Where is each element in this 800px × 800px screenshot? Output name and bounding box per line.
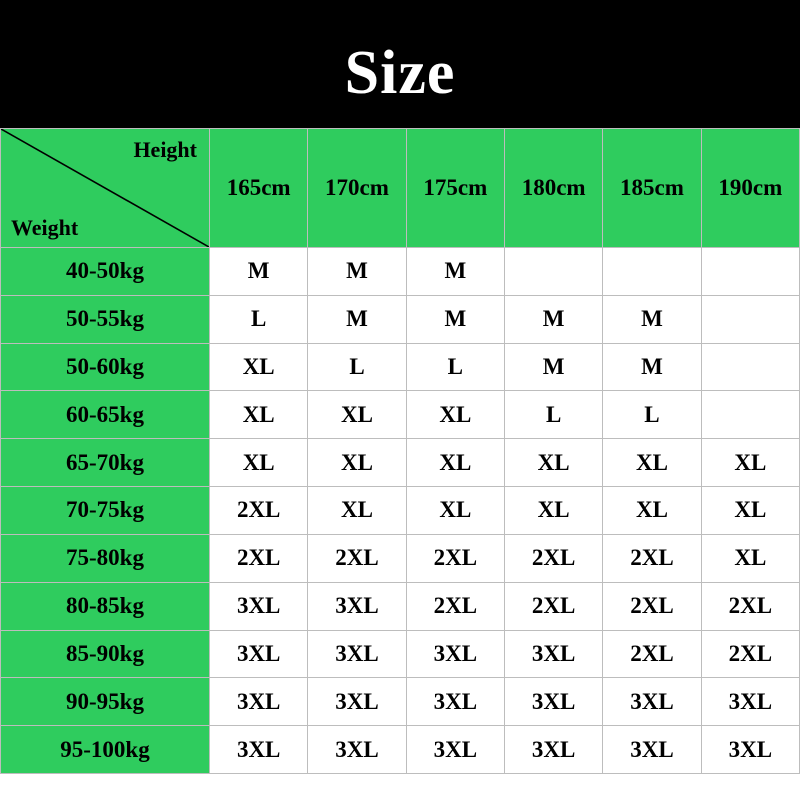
size-cell: 3XL <box>406 678 504 726</box>
table-header-row <box>1 129 800 248</box>
table-row <box>1 582 800 630</box>
size-cell: M <box>504 295 602 343</box>
row-header-weight: 70-75kg <box>1 487 210 535</box>
row-header-weight: 50-60kg <box>1 343 210 391</box>
size-cell: 2XL <box>210 534 308 582</box>
row-header-weight: 90-95kg <box>1 678 210 726</box>
size-cell: 3XL <box>701 726 799 774</box>
column-header-170cm: 170cm <box>308 129 406 248</box>
column-header-185cm: 185cm <box>603 129 701 248</box>
row-header-weight: 50-55kg <box>1 295 210 343</box>
size-cell: M <box>308 248 406 296</box>
size-cell: 2XL <box>406 582 504 630</box>
bottom-spacer <box>0 774 800 800</box>
column-header-165cm: 165cm <box>210 129 308 248</box>
size-cell: L <box>504 391 602 439</box>
title-band <box>0 0 800 128</box>
size-cell: 3XL <box>210 678 308 726</box>
size-cell: 3XL <box>406 726 504 774</box>
table-row <box>1 343 800 391</box>
size-cell: XL <box>603 439 701 487</box>
size-cell <box>701 295 799 343</box>
size-cell: M <box>406 248 504 296</box>
size-table-body <box>1 129 800 774</box>
size-cell <box>701 248 799 296</box>
table-row <box>1 487 800 535</box>
row-header-weight: 85-90kg <box>1 630 210 678</box>
size-cell: L <box>308 343 406 391</box>
size-cell: M <box>603 295 701 343</box>
size-cell: XL <box>210 439 308 487</box>
row-header-weight: 40-50kg <box>1 248 210 296</box>
size-cell: 2XL <box>406 534 504 582</box>
size-cell: 2XL <box>701 582 799 630</box>
size-cell: 2XL <box>504 582 602 630</box>
size-cell <box>701 343 799 391</box>
page-title: Size <box>344 38 456 107</box>
size-cell: 2XL <box>701 630 799 678</box>
size-cell: 3XL <box>504 726 602 774</box>
table-row <box>1 295 800 343</box>
size-cell: L <box>210 295 308 343</box>
size-cell: 3XL <box>210 726 308 774</box>
size-cell: XL <box>308 439 406 487</box>
column-header-180cm: 180cm <box>504 129 602 248</box>
size-cell: M <box>603 343 701 391</box>
size-cell: 3XL <box>210 582 308 630</box>
size-cell: XL <box>308 487 406 535</box>
size-cell: XL <box>701 487 799 535</box>
size-cell: XL <box>603 487 701 535</box>
size-table <box>0 128 800 774</box>
size-cell: 3XL <box>308 582 406 630</box>
column-header-175cm: 175cm <box>406 129 504 248</box>
size-cell: 3XL <box>210 630 308 678</box>
size-cell: XL <box>308 391 406 439</box>
row-header-weight: 80-85kg <box>1 582 210 630</box>
size-cell: M <box>308 295 406 343</box>
table-row <box>1 391 800 439</box>
table-row <box>1 534 800 582</box>
size-table-container <box>0 128 800 774</box>
size-cell: 2XL <box>603 534 701 582</box>
size-cell: M <box>210 248 308 296</box>
size-cell: XL <box>210 343 308 391</box>
size-cell <box>504 248 602 296</box>
size-cell: XL <box>406 391 504 439</box>
table-row <box>1 726 800 774</box>
size-cell: 2XL <box>504 534 602 582</box>
row-header-weight: 65-70kg <box>1 439 210 487</box>
size-cell: XL <box>406 487 504 535</box>
size-cell: M <box>406 295 504 343</box>
column-header-190cm: 190cm <box>701 129 799 248</box>
size-cell: XL <box>210 391 308 439</box>
size-cell: 3XL <box>308 630 406 678</box>
table-row <box>1 439 800 487</box>
size-cell: 2XL <box>603 630 701 678</box>
size-cell: 3XL <box>701 678 799 726</box>
table-row <box>1 248 800 296</box>
corner-inner <box>1 129 209 247</box>
size-cell: 3XL <box>406 630 504 678</box>
size-cell: 3XL <box>308 678 406 726</box>
size-cell: 2XL <box>603 582 701 630</box>
size-cell: M <box>504 343 602 391</box>
size-cell <box>701 391 799 439</box>
size-cell: XL <box>504 487 602 535</box>
size-cell: 2XL <box>308 534 406 582</box>
size-cell: 3XL <box>504 630 602 678</box>
size-cell: XL <box>701 439 799 487</box>
size-cell <box>603 248 701 296</box>
size-cell: 2XL <box>210 487 308 535</box>
table-row <box>1 630 800 678</box>
size-cell: XL <box>406 439 504 487</box>
size-cell: XL <box>701 534 799 582</box>
size-cell: L <box>406 343 504 391</box>
row-header-weight: 60-65kg <box>1 391 210 439</box>
corner-height-label: Height <box>133 137 197 162</box>
row-header-weight: 75-80kg <box>1 534 210 582</box>
size-cell: 3XL <box>603 678 701 726</box>
row-header-weight: 95-100kg <box>1 726 210 774</box>
size-cell: L <box>603 391 701 439</box>
size-cell: 3XL <box>603 726 701 774</box>
corner-cell <box>1 129 210 248</box>
size-cell: 3XL <box>504 678 602 726</box>
size-cell: XL <box>504 439 602 487</box>
size-cell: 3XL <box>308 726 406 774</box>
corner-weight-label: Weight <box>11 215 79 240</box>
table-row <box>1 678 800 726</box>
